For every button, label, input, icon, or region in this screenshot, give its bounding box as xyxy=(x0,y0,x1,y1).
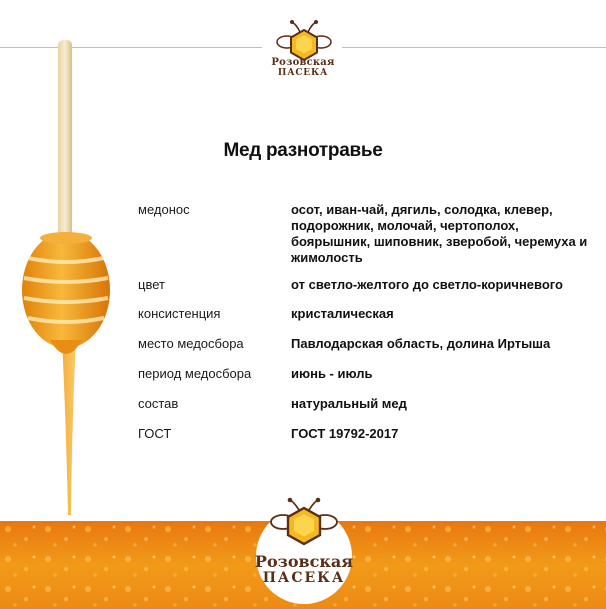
row-label: состав xyxy=(138,396,179,411)
row-label: ГОСТ xyxy=(138,426,172,441)
row-value: ГОСТ 19792-2017 xyxy=(291,426,399,441)
row-value: Павлодарская область, долина Иртыша xyxy=(291,336,551,351)
row-value: июнь - июль xyxy=(291,366,373,381)
row-value: кристалическая xyxy=(291,306,394,321)
divider-right xyxy=(342,47,606,48)
brand-name-line1: Розовская xyxy=(271,57,335,68)
row-label: цвет xyxy=(138,277,165,292)
bee-hexagon-icon xyxy=(266,496,342,558)
brand-name-line2: ПАСЕКА xyxy=(277,68,329,78)
row-label: место медосбора xyxy=(138,336,244,351)
row-value: осот, иван-чай, дягиль, солодка, клевер, подорожник, молочай, чертополох, боярышник, шиповник, зверобой, черемуха и жимолость xyxy=(291,202,588,265)
row-value: натуральный мед xyxy=(291,396,407,411)
page-title: Мед разнотравье xyxy=(223,140,383,161)
row-label: медонос xyxy=(138,202,190,217)
honey-dipper-icon xyxy=(0,0,120,520)
brand-name-line1: Розовская xyxy=(254,552,354,571)
brand-name xyxy=(262,58,344,78)
footer-logo xyxy=(244,494,364,609)
row-label: консистенция xyxy=(138,306,221,321)
brand-name-line2: ПАСЕКА xyxy=(262,570,346,586)
row-label: период медосбора xyxy=(138,366,252,381)
brand-name xyxy=(244,554,364,586)
row-value: от светло-желтого до светло-коричневого xyxy=(291,277,563,292)
